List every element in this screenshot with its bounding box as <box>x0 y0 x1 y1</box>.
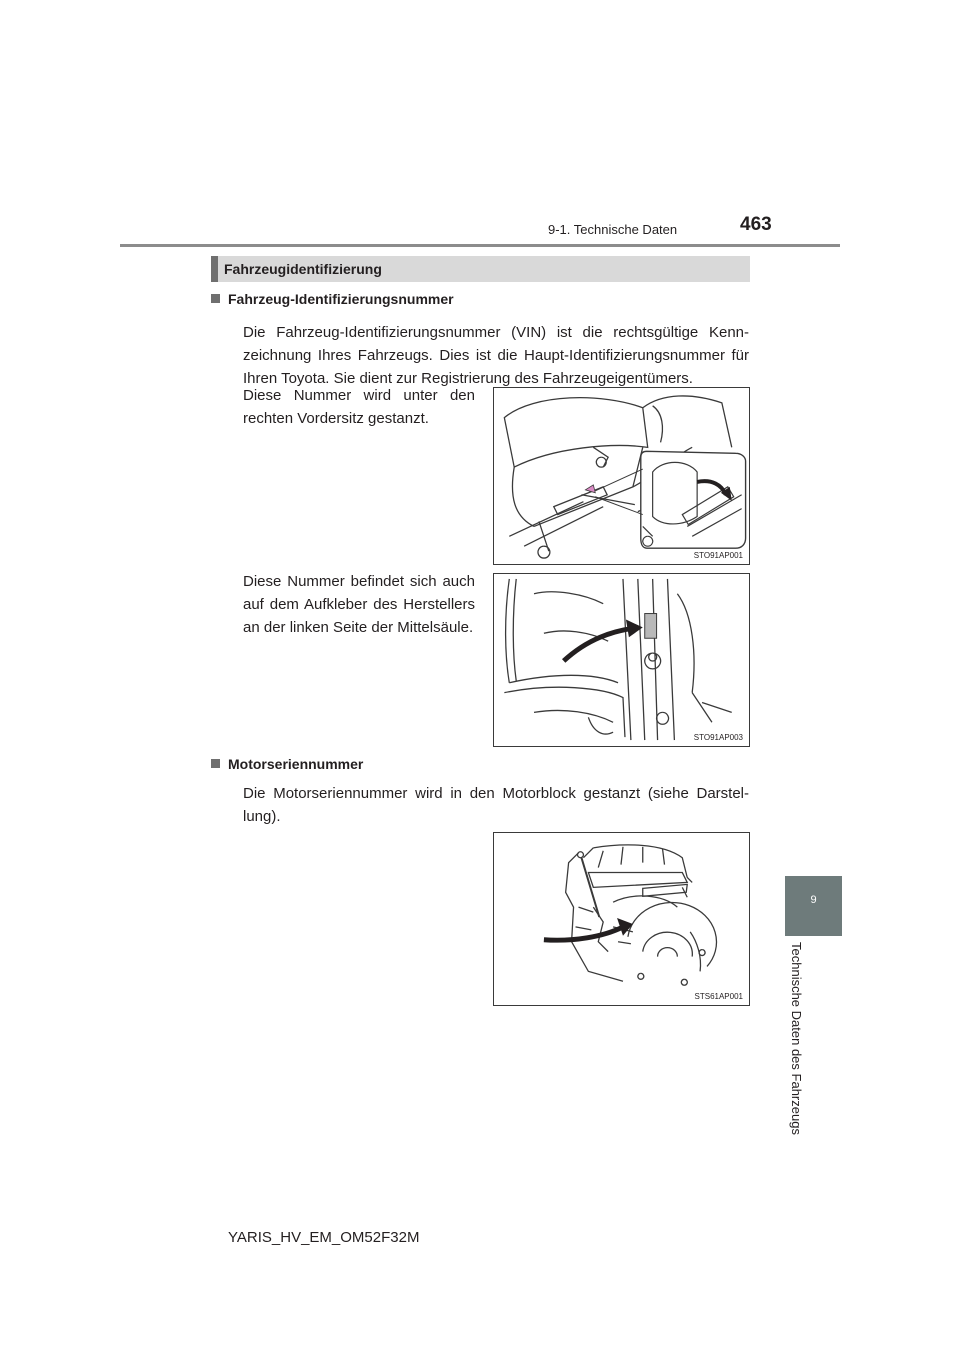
square-bullet-icon <box>211 294 220 303</box>
seat-rail-illustration <box>494 388 749 564</box>
vin-location-2: Diese Nummer befindet sich auch auf dem Aufkleber des Herstellers an der linken Seite der Mittelsäule. <box>243 573 475 636</box>
document-code: YARIS_HV_EM_OM52F32M <box>228 1229 420 1246</box>
figure-center-pillar <box>493 573 750 747</box>
vin-heading <box>211 291 454 307</box>
figure-engine-block <box>493 832 750 1006</box>
center-pillar-illustration <box>494 574 749 746</box>
engine-paragraph: Die Motorseriennummer wird in den Motorblock gestanzt (siehe Darstel-lung). <box>243 785 749 825</box>
chapter-label: Technische Daten des Fahrzeugs <box>789 942 804 1135</box>
engine-block-illustration <box>494 833 749 1005</box>
figure-id: STS61AP001 <box>694 992 743 1001</box>
figure-id: STO91AP003 <box>693 733 743 742</box>
section-title: Fahrzeugidentifizierung <box>224 261 382 277</box>
figure-id: STO91AP001 <box>693 551 743 560</box>
chapter-tab <box>785 876 842 936</box>
header-rule <box>120 244 840 247</box>
page-number: 463 <box>740 214 772 235</box>
chapter-number: 9 <box>810 894 817 906</box>
figure-seat-rail <box>493 387 750 565</box>
engine-heading-text: Motorseriennummer <box>228 756 364 772</box>
header-section-title: 9-1. Technische Daten <box>548 222 678 237</box>
vin-location-1: Diese Nummer wird unter den rechten Vordersitz gestanzt. <box>243 387 475 427</box>
vin-paragraph: Die Fahrzeug-Identifizierungsnummer (VIN) ist die rechtsgültige Kenn-zeichnung Ihres Fahrzeugs. Dies ist die Haupt-Identifizierungsnummer für Ihren Toyota. Sie dient zur Registrierung des Fahrzeugeigentümers. <box>243 324 749 387</box>
engine-heading <box>211 756 363 772</box>
vin-heading-text: Fahrzeug-Identifizierungsnummer <box>228 291 454 307</box>
square-bullet-icon <box>211 759 220 768</box>
